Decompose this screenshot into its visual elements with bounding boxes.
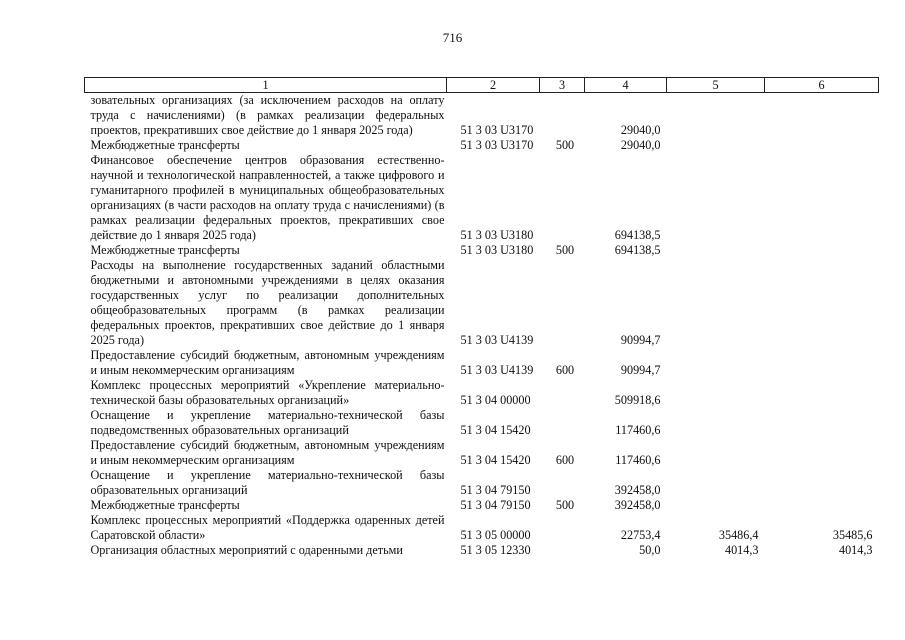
row-amount-2: [667, 348, 765, 378]
row-amount-2: 4014,3: [724, 543, 759, 557]
row-amount-1: 90994,7: [620, 363, 661, 377]
table-row: [85, 513, 879, 543]
row-amount-1: 509918,6: [614, 393, 661, 407]
row-name: Комплекс процессных мероприятий «Укрепление материально-технической базы образовательных организаций»: [90, 378, 445, 407]
row-code: 51 3 04 00000: [460, 393, 531, 407]
row-code: 51 3 04 15420: [460, 423, 531, 437]
row-amount-3: [765, 498, 879, 513]
table-row: [85, 348, 879, 378]
table-row: [85, 543, 879, 558]
column-header-row: [85, 78, 879, 93]
row-code: 51 3 03 U3180: [460, 228, 534, 242]
row-code: 51 3 03 U4139: [460, 333, 534, 347]
row-amount-2: [667, 498, 765, 513]
table-row: [85, 258, 879, 348]
row-amount-3: [765, 348, 879, 378]
row-amount-1: 392458,0: [614, 483, 661, 497]
column-header-amount-1: 4: [585, 78, 667, 93]
row-expense-type: [540, 378, 585, 408]
column-header-amount-3: 6: [765, 78, 879, 93]
row-amount-1: 694138,5: [614, 228, 661, 242]
table-row: [85, 243, 879, 258]
row-amount-2: [667, 138, 765, 153]
row-amount-3: [765, 408, 879, 438]
column-header-code: 2: [447, 78, 540, 93]
row-amount-2: [667, 468, 765, 498]
row-name: Оснащение и укрепление материально-технической базы образовательных организаций: [90, 468, 445, 497]
row-amount-2: [667, 438, 765, 468]
row-code: 51 3 05 00000: [460, 528, 531, 542]
row-name: Межбюджетные трансферты: [90, 138, 240, 152]
row-code: 51 3 03 U3170: [460, 123, 534, 137]
table-row: [85, 153, 879, 243]
row-expense-type: [540, 513, 585, 543]
row-amount-1: 117460,6: [615, 453, 661, 467]
row-name: Предоставление субсидий бюджетным, автономным учреждениям и иным некоммерческим организациям: [90, 348, 445, 377]
budget-table: [84, 77, 879, 558]
row-amount-3: 4014,3: [838, 543, 873, 557]
row-amount-1: 90994,7: [620, 333, 661, 347]
row-expense-type: [540, 468, 585, 498]
table-row: [85, 378, 879, 408]
column-header-name: 1: [85, 78, 447, 93]
row-amount-1: 117460,6: [615, 423, 661, 437]
row-amount-3: [765, 243, 879, 258]
row-amount-2: [667, 408, 765, 438]
row-expense-type: [540, 93, 585, 139]
row-name: Комплекс процессных мероприятий «Поддержка одаренных детей Саратовской области»: [90, 513, 445, 542]
row-amount-3: [765, 153, 879, 243]
row-amount-1: 22753,4: [620, 528, 661, 542]
table-body: [85, 93, 879, 559]
row-expense-type: [540, 153, 585, 243]
row-name: Межбюджетные трансферты: [90, 243, 240, 257]
row-code: 51 3 04 79150: [460, 483, 531, 497]
row-code: 51 3 03 U3180: [460, 243, 534, 257]
row-code: 51 3 04 79150: [460, 498, 531, 512]
row-name: Финансовое обеспечение центров образования естественно-научной и технологической направленностей, а также цифрового и гуманитарного профилей в муниципальных общеобразовательных организациях (в части расходов на оплату труда с начислениями) (в рамках реализации федеральных проектов, прекративших свое действие до 1 января 2025 года): [90, 153, 445, 242]
row-code: 51 3 05 12330: [460, 543, 531, 557]
table-row: [85, 93, 879, 139]
row-code: 51 3 03 U4139: [460, 363, 534, 377]
row-amount-2: [667, 378, 765, 408]
row-expense-type: 500: [555, 138, 575, 152]
row-amount-2: [667, 153, 765, 243]
row-code: 51 3 03 U3170: [460, 138, 534, 152]
row-expense-type: 600: [555, 363, 575, 377]
row-name: Оснащение и укрепление материально-технической базы подведомственных образовательных организаций: [90, 408, 445, 437]
row-amount-1: 392458,0: [614, 498, 661, 512]
row-amount-1: 694138,5: [614, 243, 661, 257]
row-name: Предоставление субсидий бюджетным, автономным учреждениям и иным некоммерческим организациям: [90, 438, 445, 467]
row-amount-3: [765, 258, 879, 348]
table-row: [85, 468, 879, 498]
row-amount-3: 35485,6: [832, 528, 873, 542]
table-row: [85, 498, 879, 513]
row-amount-3: [765, 138, 879, 153]
row-amount-1: 29040,0: [620, 138, 661, 152]
row-amount-2: [667, 243, 765, 258]
row-expense-type: [540, 543, 585, 558]
row-name: Межбюджетные трансферты: [90, 498, 240, 512]
row-expense-type: [540, 258, 585, 348]
row-expense-type: 500: [555, 243, 575, 257]
row-expense-type: 500: [555, 498, 575, 512]
row-amount-3: [765, 438, 879, 468]
column-header-amount-2: 5: [667, 78, 765, 93]
row-amount-3: [765, 468, 879, 498]
row-amount-1: 29040,0: [620, 123, 661, 137]
row-amount-1: 50,0: [639, 543, 661, 557]
row-amount-3: [765, 378, 879, 408]
row-code: 51 3 04 15420: [460, 453, 531, 467]
row-expense-type: 600: [555, 453, 575, 467]
row-amount-2: [667, 258, 765, 348]
page-number: 716: [442, 30, 463, 45]
row-amount-2: 35486,4: [718, 528, 759, 542]
row-amount-3: [765, 93, 879, 139]
row-expense-type: [540, 408, 585, 438]
column-header-expense-type: 3: [540, 78, 585, 93]
row-name: зовательных организациях (за исключением расходов на оплату труда с начислениями) (в рамках реализации федеральных проектов, прекративших свое действие до 1 января 2025 года): [90, 93, 445, 137]
table-row: [85, 408, 879, 438]
row-name: Расходы на выполнение государственных заданий областными бюджетными и автономными учреждениями в целях оказания государственных услуг по реализации дополнительных общеобразовательных программ (в рамках реализации федеральных проектов, прекративших свое действие до 1 января 2025 года): [90, 258, 445, 347]
row-amount-2: [667, 93, 765, 139]
table-row: [85, 438, 879, 468]
row-name: Организация областных мероприятий с одаренными детьми: [90, 543, 403, 557]
table-row: [85, 138, 879, 153]
